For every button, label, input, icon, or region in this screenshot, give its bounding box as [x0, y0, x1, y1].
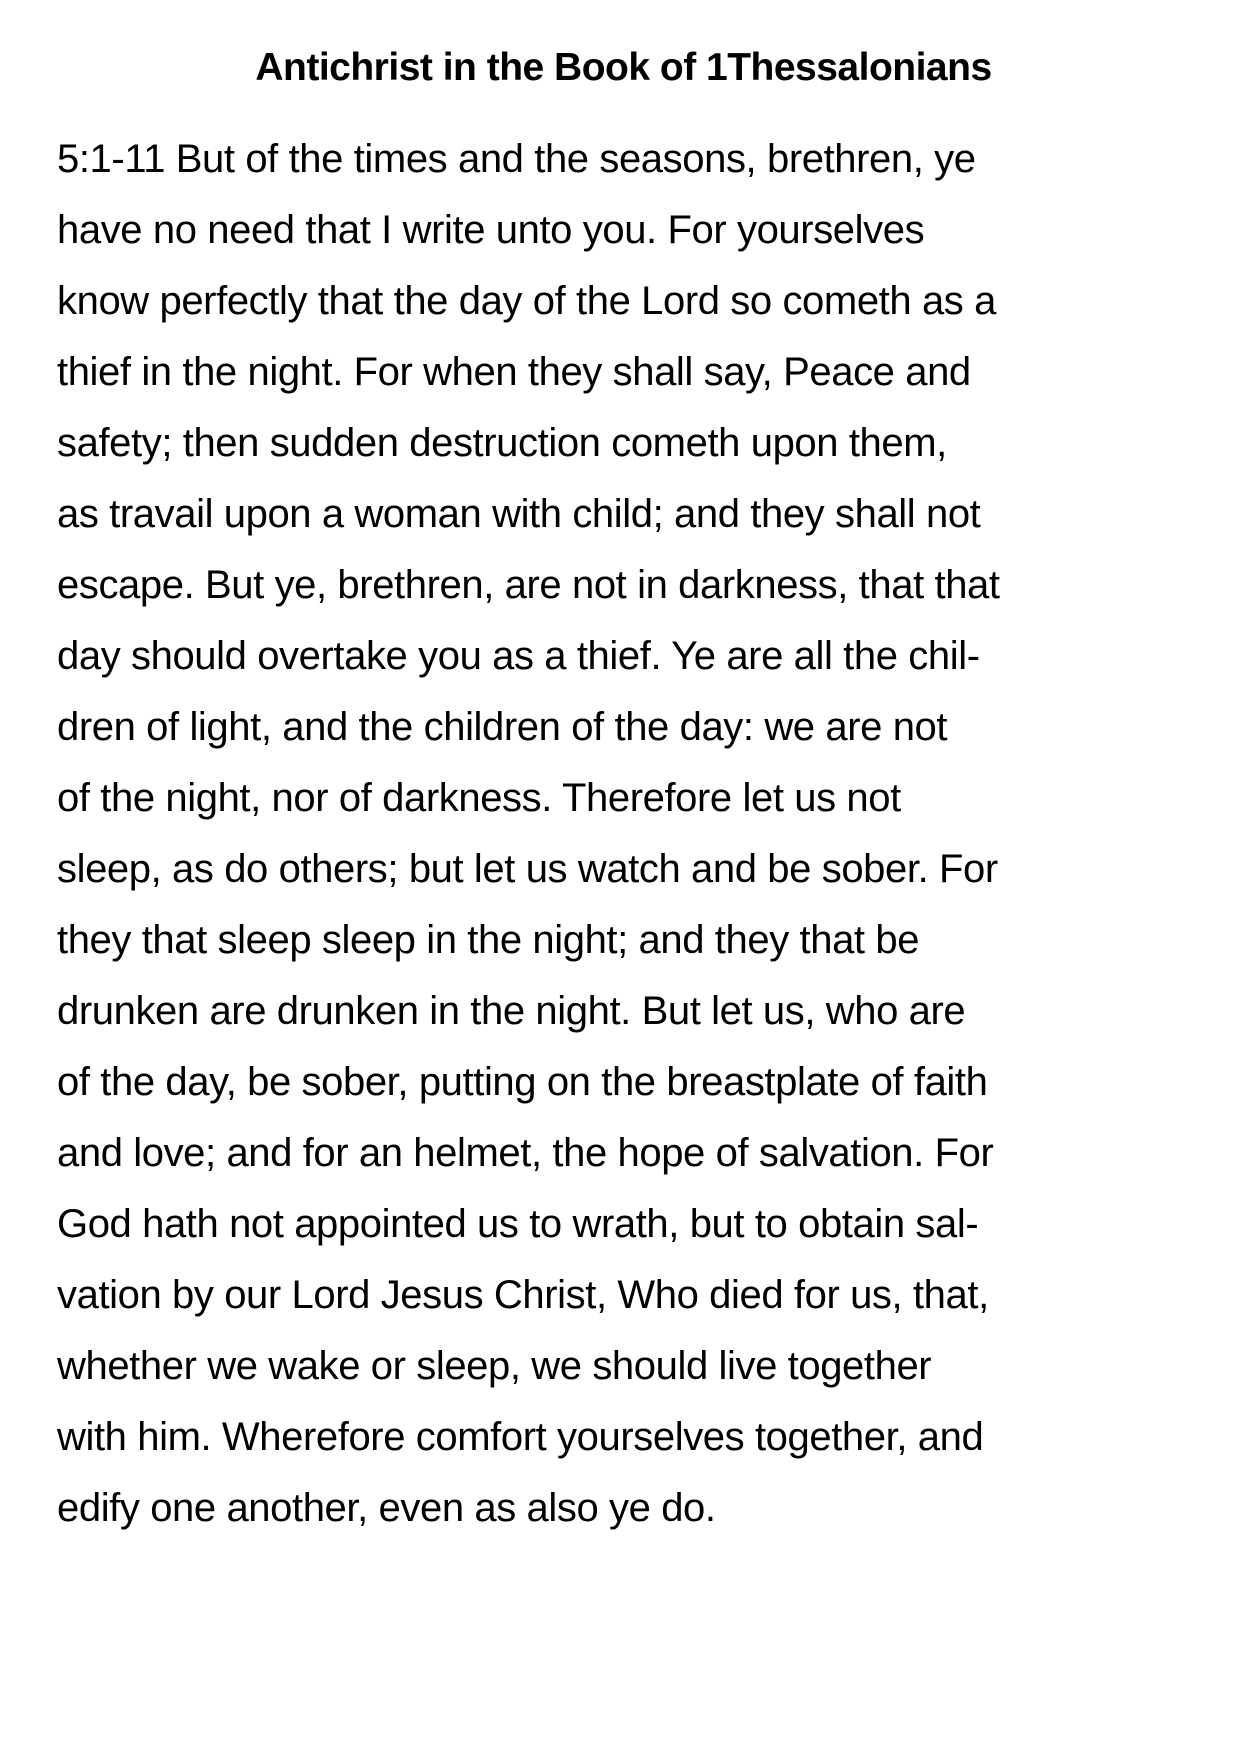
text-line: edify one another, even as also ye do.	[57, 1486, 716, 1530]
document-title: Antichrist in the Book of 1Thessalonians	[255, 46, 992, 89]
text-line: 5:1-11 But of the times and the seasons, brethren, ye	[57, 137, 976, 181]
text-line: thief in the night. For when they shall say, Peace and	[57, 350, 971, 394]
text-line: safety; then sudden destruction cometh upon them,	[57, 421, 947, 465]
text-line: know perfectly that the day of the Lord so cometh as a	[57, 279, 996, 323]
text-line: as travail upon a woman with child; and they shall not	[57, 492, 981, 536]
text-line: dren of light, and the children of the day: we are not	[57, 705, 948, 749]
text-line: vation by our Lord Jesus Christ, Who died for us, that,	[57, 1273, 989, 1317]
text-line: of the night, nor of darkness. Therefore let us not	[57, 776, 901, 820]
text-line: of the day, be sober, putting on the breastplate of faith	[57, 1060, 988, 1104]
text-line: day should overtake you as a thief. Ye are all the chil-	[57, 634, 980, 678]
text-line: and love; and for an helmet, the hope of salvation. For	[57, 1131, 994, 1175]
text-line: have no need that I write unto you. For yourselves	[57, 208, 925, 252]
text-line: whether we wake or sleep, we should live together	[57, 1344, 932, 1388]
text-line: God hath not appointed us to wrath, but to obtain sal-	[57, 1202, 979, 1246]
text-line: escape. But ye, brethren, are not in darkness, that that	[57, 563, 1000, 607]
text-line: sleep, as do others; but let us watch and be sober. For	[57, 847, 998, 891]
document-body	[57, 124, 1190, 1544]
text-line: drunken are drunken in the night. But let us, who are	[57, 989, 966, 1033]
text-line: they that sleep sleep in the night; and they that be	[57, 918, 920, 962]
text-line: with him. Wherefore comfort yourselves together, and	[57, 1415, 984, 1459]
